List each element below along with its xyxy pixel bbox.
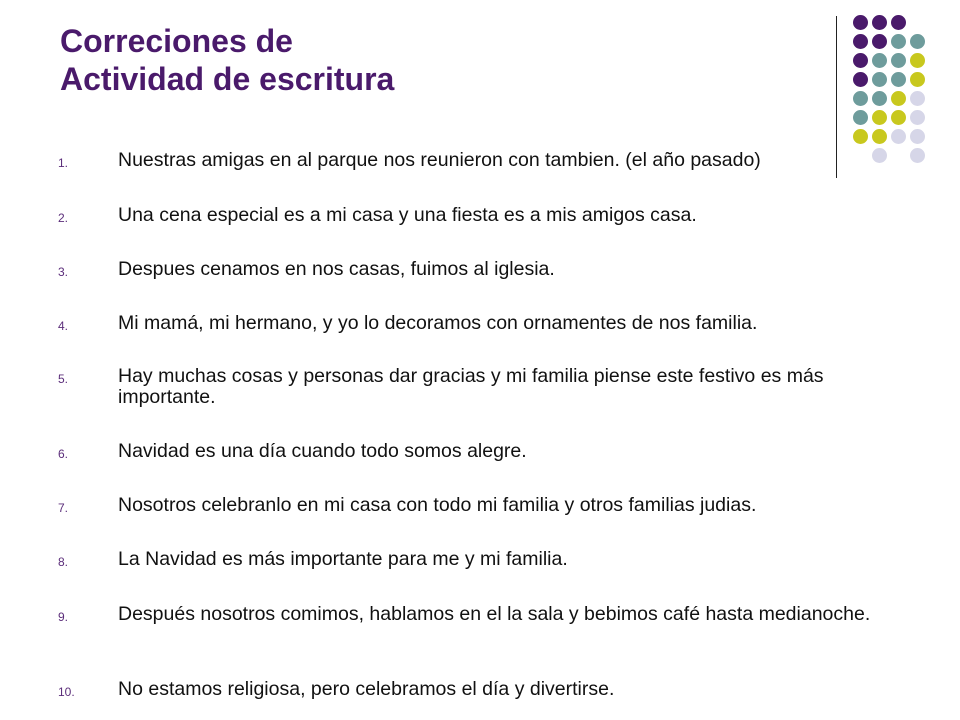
decorative-dot bbox=[910, 72, 925, 87]
decorative-dot bbox=[891, 110, 906, 125]
item-number: 5. bbox=[58, 372, 69, 386]
item-number: 10. bbox=[58, 685, 75, 699]
slide-title bbox=[60, 22, 394, 98]
item-number: 1. bbox=[58, 156, 69, 170]
decorative-dot bbox=[872, 72, 887, 87]
decorative-dot bbox=[853, 72, 868, 87]
decorative-dot bbox=[853, 15, 868, 30]
item-number: 3. bbox=[58, 265, 69, 279]
decorative-dot bbox=[891, 15, 906, 30]
item-text: Después nosotros comimos, hablamos en el la sala y bebimos café hasta medianoche. bbox=[118, 603, 871, 625]
decorative-dot bbox=[853, 129, 868, 144]
item-number: 2. bbox=[58, 211, 69, 225]
item-text: No estamos religiosa, pero celebramos el día y divertirse. bbox=[118, 678, 615, 700]
item-text: Una cena especial es a mi casa y una fiesta es a mis amigos casa. bbox=[118, 204, 697, 226]
decorative-dot bbox=[891, 34, 906, 49]
item-number: 6. bbox=[58, 447, 69, 461]
decorative-dot bbox=[872, 34, 887, 49]
decorative-dot bbox=[891, 129, 906, 144]
item-number: 4. bbox=[58, 319, 69, 333]
item-text: Navidad es una día cuando todo somos alegre. bbox=[118, 440, 527, 462]
decorative-dot bbox=[872, 15, 887, 30]
decorative-dot bbox=[872, 53, 887, 68]
item-text: Nuestras amigas en al parque nos reunieron con tambien. (el año pasado) bbox=[118, 149, 761, 171]
decorative-dot bbox=[910, 91, 925, 106]
decorative-dot bbox=[872, 91, 887, 106]
decorative-dot bbox=[853, 53, 868, 68]
decorative-dot bbox=[853, 91, 868, 106]
decorative-dot bbox=[910, 129, 925, 144]
decorative-dot bbox=[872, 110, 887, 125]
decorative-dot bbox=[891, 91, 906, 106]
item-text: Mi mamá, mi hermano, y yo lo decoramos con ornamentes de nos familia. bbox=[118, 312, 758, 334]
item-number: 8. bbox=[58, 555, 69, 569]
decorative-dot bbox=[891, 72, 906, 87]
title-line-1: Correciones de bbox=[60, 23, 293, 59]
decorative-dot bbox=[872, 129, 887, 144]
item-text: Nosotros celebranlo en mi casa con todo mi familia y otros familias judias. bbox=[118, 494, 757, 516]
item-number: 7. bbox=[58, 501, 69, 515]
decorative-dot bbox=[853, 34, 868, 49]
item-text: La Navidad es más importante para me y mi familia. bbox=[118, 548, 568, 570]
decorative-dot bbox=[910, 53, 925, 68]
decorative-dot bbox=[853, 110, 868, 125]
item-text: Despues cenamos en nos casas, fuimos al iglesia. bbox=[118, 258, 555, 280]
decorative-dot bbox=[891, 53, 906, 68]
item-text: Hay muchas cosas y personas dar gracias y mi familia piense este festivo es más importante. bbox=[118, 365, 824, 408]
decorative-dot bbox=[910, 34, 925, 49]
item-number: 9. bbox=[58, 610, 69, 624]
decorative-dot bbox=[910, 148, 925, 163]
decorative-dot bbox=[910, 110, 925, 125]
title-line-2: Actividad de escritura bbox=[60, 61, 395, 97]
